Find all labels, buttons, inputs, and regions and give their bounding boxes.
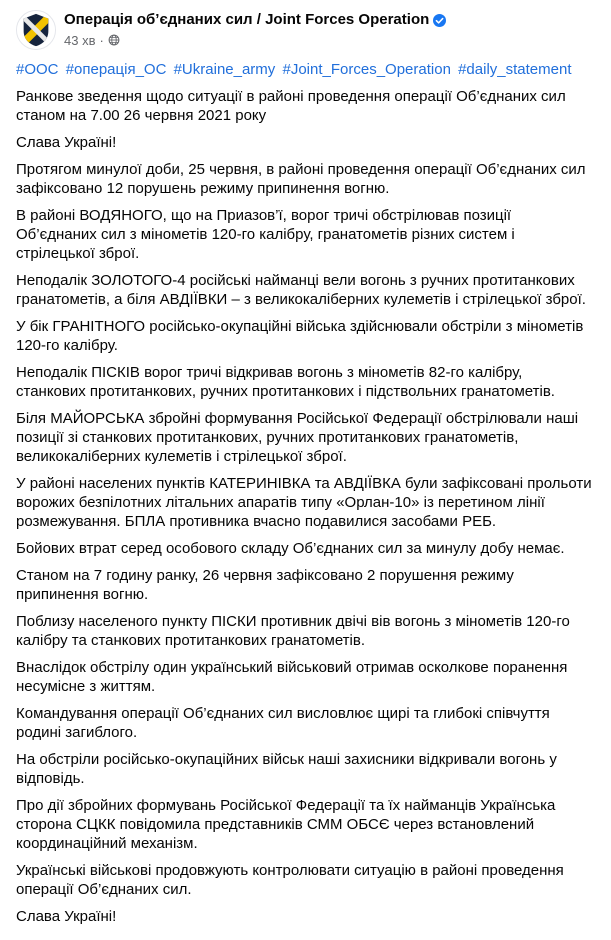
post-paragraph: Слава Україні! [16,908,117,925]
meta-separator: · [99,32,104,48]
post-paragraph: У бік ГРАНІТНОГО російсько-окупаційні війська здійснювали обстріли з мінометів 120-го калібру. [16,318,584,354]
page-name-row [64,11,446,30]
hashtag-link[interactable]: #Joint_Forces_Operation [282,61,451,78]
post-paragraph: Поблизу населеного пункту ПІСКИ противник двічі вів вогонь з мінометів 120-го калібру та станкових протитанкових гранатометів. [16,613,570,649]
post-header [16,10,595,50]
hashtag-link[interactable]: #ООС [16,61,59,78]
post-paragraph: На обстріли російсько-окупаційних військ наші захисники відкривали вогонь у відповідь. [16,751,557,787]
page-avatar[interactable] [16,10,56,50]
page-name[interactable]: Операція об’єднаних сил / Joint Forces Operation [64,11,430,28]
post-paragraph: Станом на 7 годину ранку, 26 червня зафіксовано 2 порушення режиму припинення вогню. [16,567,514,603]
post-paragraph: Слава Україні! [16,134,117,151]
post-meta [64,33,446,48]
post-paragraph: Командування операції Об’єднаних сил висловлює щирі та глибокі співчуття родині загиблого. [16,705,550,741]
hashtag-line [16,60,595,79]
header-text [64,10,446,48]
post-body [16,60,595,926]
post-paragraph: Бойових втрат серед особового складу Об’єднаних сил за минулу добу немає. [16,540,565,557]
post-paragraph: У районі населених пунктів КАТЕРИНІВКА та АВДІЇВКА були зафіксовані прольоти ворожих безпілотних літальних апаратів типу «Орлан-10» із перетином лінії розмежування. БПЛА противника вчасно подавилися засобами РЕБ. [16,475,592,530]
post-paragraph: Ранкове зведення щодо ситуації в районі проведення операції Об’єднаних сил станом на 7.00 26 червня 2021 року [16,88,566,124]
post-paragraph: Протягом минулої доби, 25 червня, в районі проведення операції Об’єднаних сил зафіксовано 12 порушень режиму припинення вогню. [16,161,586,197]
post-paragraph: В районі ВОДЯНОГО, що на Приазов’ї, ворог тричі обстрілював позиції Об’єднаних сил з мінометів 120-го калібру, гранатометів різних систем і стрілецької зброї. [16,207,515,262]
hashtag-link[interactable]: #операція_ОС [65,61,167,78]
globe-icon [108,34,120,46]
post-paragraph: Біля МАЙОРСЬКА збройні формування Російської Федерації обстрілювали наші позиції зі станкових протитанкових, ручних протитанкових гранатометів, великокаліберних кулеметів і стрілецької зброї. [16,410,579,465]
hashtag-link[interactable]: #daily_statement [458,61,572,78]
post-paragraph: Внаслідок обстрілу один український військовий отримав осколкове поранення несумісне з життям. [16,659,568,695]
post-paragraph: Українські військові продовжують контролювати ситуацію в районі проведення операції Об’єднаних сил. [16,862,564,898]
post-paragraph: Неподалік ПІСКІВ ворог тричі відкривав вогонь з мінометів 82-го калібру, станкових протитанкових, ручних протитанкових і підствольних гранатометів. [16,364,555,400]
post-paragraph: Неподалік ЗОЛОТОГО-4 російські найманці вели вогонь з ручних протитанкових гранатометів, а біля АВДІЇВКИ – з великокаліберних кулеметів і стрілецької зброї. [16,272,586,308]
timestamp[interactable]: 43 хв [64,32,96,48]
hashtag-link[interactable]: #Ukraine_army [173,61,276,78]
verified-badge-icon [433,14,446,27]
joint-forces-emblem-icon [17,11,55,49]
post-paragraph: Про дії збройних формувань Російської Федерації та їх найманців Українська сторона СЦКК повідомила представників СММ ОБСЄ через встановлений координаційний механізм. [16,797,556,852]
